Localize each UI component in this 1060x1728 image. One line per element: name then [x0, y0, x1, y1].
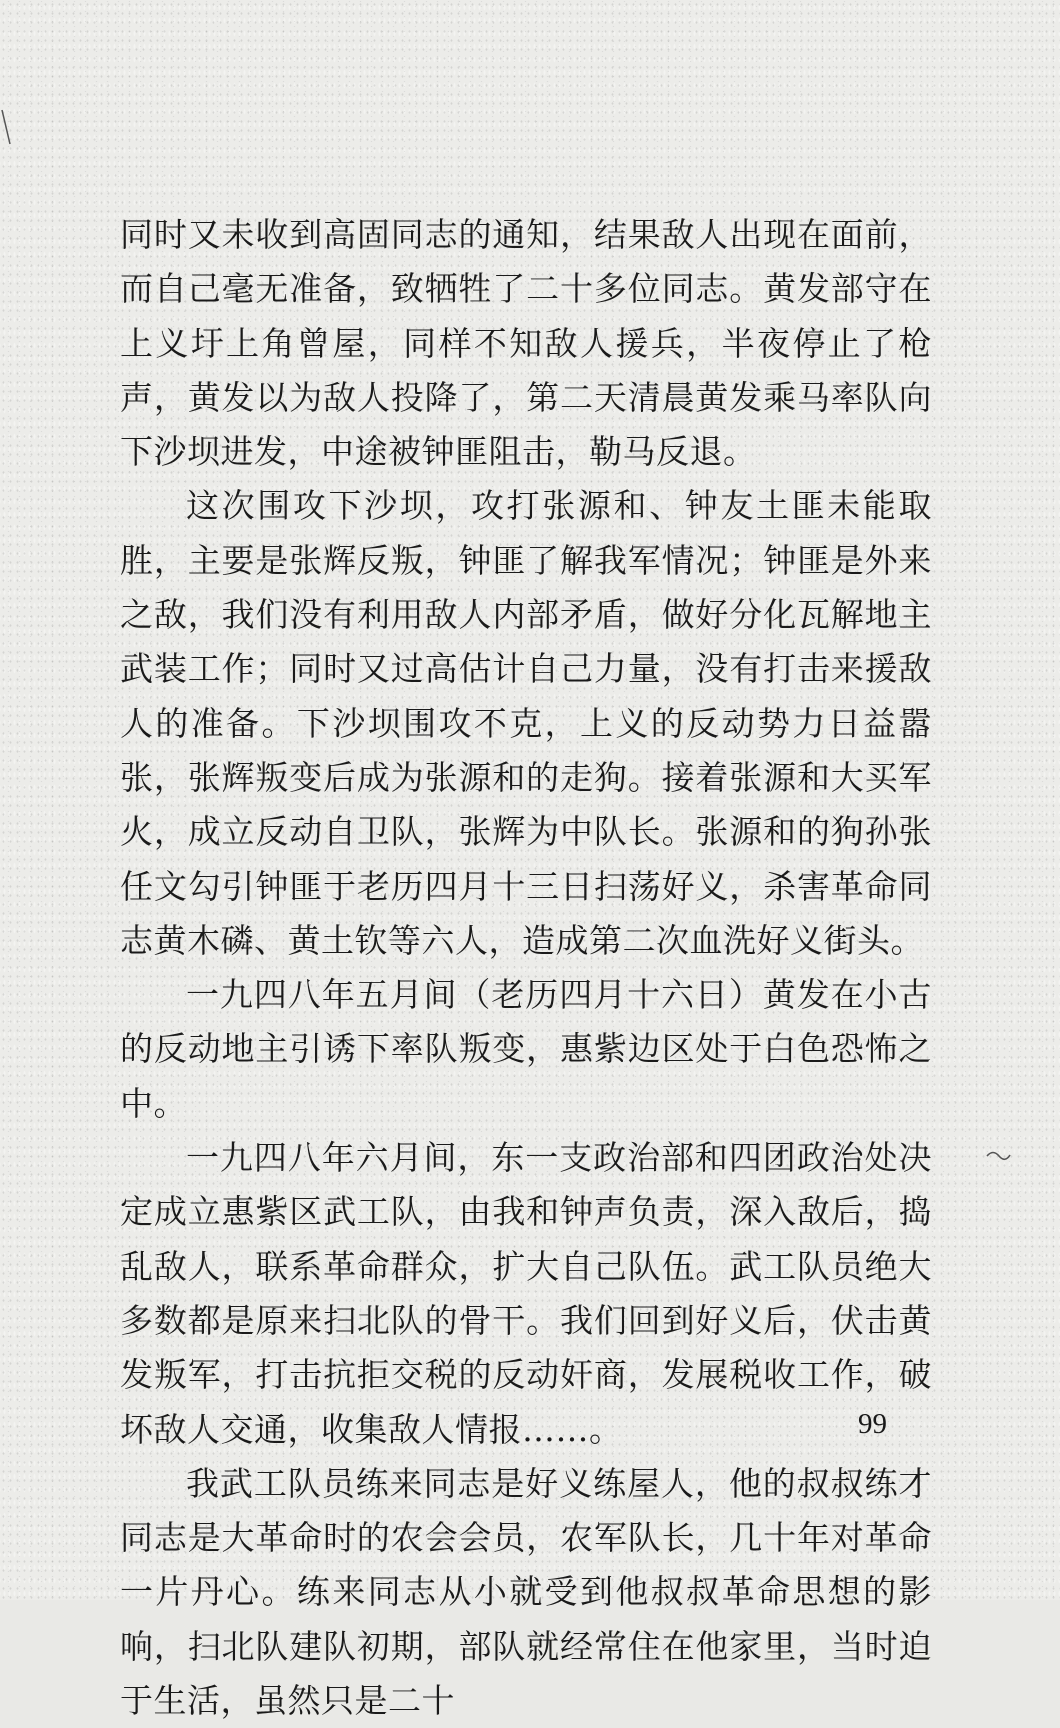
paragraph-5: 我武工队员练来同志是好义练屋人，他的叔叔练才同志是大革命时的农会会员，农军队长，几十年对革命一片丹心。练来同志从小就受到他叔叔革命思想的影响，扫北队建队初期，部队就经常住在他家里，当时迫于生活，虽然只是二十 — [120, 1463, 932, 1721]
scan-artifact-left-mark — [0, 108, 14, 148]
body-text — [120, 208, 932, 1728]
page-number: 99 — [858, 1408, 887, 1440]
paragraph-1: 同时又未收到高固同志的通知，结果敌人出现在面前，而自己毫无准备，致牺牲了二十多位同志。黄发部守在上义圩上角曾屋，同样不知敌人援兵，半夜停止了枪声，黄发以为敌人投降了，第二天清晨黄发乘马率队向下沙坝进发，中途被钟匪阻击，勒马反退。 — [120, 215, 932, 472]
paragraph-4: 一九四八年六月间，东一支政治部和四团政治处决定成立惠紫区武工队，由我和钟声负责，深入敌后，捣乱敌人，联系革命群众，扩大自己队伍。武工队员绝大多数都是原来扫北队的骨干。我们回到好义后，伏击黄发叛军，打击抗拒交税的反动奸商，发展税收工作，破坏敌人交通，收集敌人情报……。 — [120, 1138, 932, 1449]
scan-artifact-right-mark — [984, 1146, 1012, 1166]
paragraph-3: 一九四八年五月间（老历四月十六日）黄发在小古的反动地主引诱下率队叛变，惠紫边区处于白色恐怖之中。 — [120, 975, 932, 1123]
paragraph-2: 这次围攻下沙坝，攻打张源和、钟友土匪未能取胜，主要是张辉反叛，钟匪了解我军情况；钟匪是外来之敌，我们没有利用敌人内部矛盾，做好分化瓦解地主武装工作；同时又过高估计自己力量，没有打击来援敌人的准备。下沙坝围攻不克，上义的反动势力日益嚣张，张辉叛变后成为张源和的走狗。接着张源和大买军火，成立反动自卫队，张辉为中队长。张源和的狗孙张任文勾引钟匪于老历四月十三日扫荡好义，杀害革命同志黄木磷、黄土钦等六人，造成第二次血洗好义街头。 — [120, 486, 932, 960]
